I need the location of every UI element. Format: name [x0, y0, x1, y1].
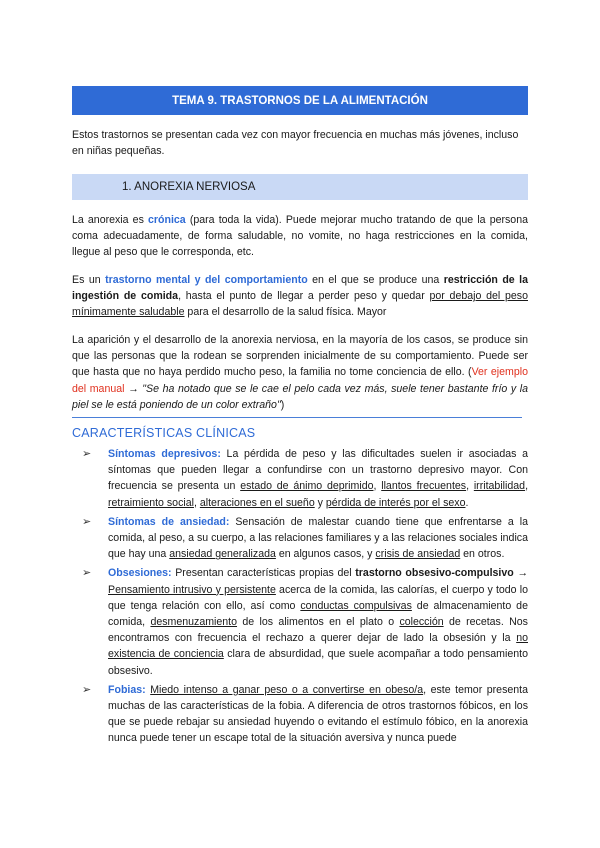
underlined-term: pérdida de interés por el sexo — [325, 496, 466, 509]
underlined-term: por debajo del peso mínimamente saludable — [72, 290, 528, 319]
underlined-term: llantos frecuentes — [381, 480, 467, 493]
bullet-list — [72, 446, 528, 750]
text: → — [513, 567, 528, 580]
text: ) — [280, 398, 285, 411]
text: de almacenamiento de comida, — [108, 599, 528, 629]
underlined-term: alteraciones en el sueño — [199, 496, 315, 509]
arrow-bullet-icon: ➢ — [82, 515, 92, 528]
arrow-bullet-icon: ➢ — [82, 448, 92, 460]
text: clara de absurdidad, que suele acompañar a todo pensamiento obsesivo. — [108, 648, 528, 677]
bullet-label: Síntomas de ansiedad: — [108, 515, 230, 528]
arrow-bullet-icon: ➢ — [82, 683, 92, 696]
arrow-text: → — [124, 382, 143, 395]
underlined-term: Pensamiento intrusivo y persistente — [108, 583, 276, 596]
bullet-label: Síntomas depresivos: — [108, 448, 221, 460]
underlined-term: crisis de ansiedad — [375, 548, 461, 561]
list-item — [72, 514, 528, 563]
manual-reference: Ver ejemplo del manual — [72, 366, 528, 395]
intro-paragraph: Estos trastornos se presentan cada vez con mayor frecuencia en muchas más jóvenes, incluso en niñas pequeñas. — [72, 129, 519, 158]
page-title — [72, 86, 528, 115]
underlined-term: estado de ánimo deprimido — [240, 480, 374, 493]
text: , este temor presenta muchas de las características de la fobia. A diferencia de otros trastornos fóbicos, en los que se puede rebajar su ansiedad huyendo o evitando el estímulo fóbico, en la anorexia nunca puede tener un escape total de la situación aversiva y nunca puede — [108, 683, 528, 745]
underlined-term: colección — [399, 616, 444, 629]
text: La aparición y el desarrollo de la anorexia nerviosa, en la mayoría de los casos, se produce sin que las personas que la rodean se sorprenden inicialmente de su comportamiento. Puede ser que hasta que no haya perdido mucho peso, la familia no tome conciencia de ello. ( — [72, 334, 528, 379]
text: , — [193, 496, 200, 509]
underlined-term: ansiedad generalizada — [169, 548, 276, 561]
quote-text: "Se ha notado que se le cae el pelo cada vez más, suele tener bastante frío y la piel se le está poniendo de un color extraño" — [72, 382, 529, 411]
arrow-bullet-icon: ➢ — [82, 567, 92, 580]
text: , — [525, 480, 529, 493]
text: . — [465, 496, 469, 509]
underlined-term: irritabilidad — [473, 480, 526, 493]
bold-term: restricción de la ingestión de comida — [72, 274, 528, 303]
highlight-term: crónica — [148, 214, 186, 226]
underlined-term: no existencia de conciencia — [108, 632, 528, 661]
text: para el desarrollo de la salud física. Mayor — [184, 306, 387, 319]
text: en otros. — [460, 548, 505, 561]
text: de recetas. Nos encontramos con frecuencia el rechazo a querer dejar de lado la obsesión y la — [108, 616, 528, 645]
underlined-term: desmenuzamiento — [150, 616, 238, 629]
paragraph-definition — [72, 272, 528, 321]
text: (para toda la vida). Puede mejorar mucho tratando de que la persona coma adecuadamente, de forma saludable, no vomite, no haga restricciones en la comida, llegue al peso que le corresponda, etc. — [72, 214, 528, 259]
subheading: CARACTERÍSTICAS CLÍNICAS — [72, 426, 256, 440]
page-title-text: TEMA 9. TRASTORNOS DE LA ALIMENTACIÓN — [172, 94, 428, 107]
text: Es un — [72, 274, 106, 286]
list-item — [72, 446, 528, 511]
paragraph-aparicion — [72, 332, 528, 413]
text: La pérdida de peso y las dificultades suelen ir asociadas a síntomas que pueden llegar a confundirse con un trastorno depresivo mayor. Con frecuencia se presenta un — [108, 448, 528, 493]
divider — [72, 417, 522, 418]
list-item — [72, 682, 528, 747]
paragraph-cronica — [72, 212, 528, 261]
text: , — [373, 480, 382, 493]
underlined-term: retraimiento social — [108, 496, 194, 509]
list-item — [72, 565, 528, 678]
text: Presentan características propias del — [171, 567, 356, 580]
section-heading — [72, 174, 528, 200]
underlined-term: conductas compulsivas — [300, 599, 412, 612]
bullet-label: Fobias: — [108, 683, 146, 696]
text: en el que se produce una — [307, 274, 444, 286]
text: en algunos casos, y — [275, 548, 376, 561]
text: , — [466, 480, 474, 493]
text: , hasta el punto de llegar a perder peso y quedar — [178, 290, 430, 303]
text: de los alimentos en el plato o — [237, 616, 400, 629]
text: acerca de la comida, las calorías, el cuerpo y todo lo que tenga relación con ello, así como — [108, 583, 528, 612]
underlined-term: Miedo intenso a ganar peso o a convertirse en obeso/a — [150, 683, 424, 696]
section-heading-text: 1. ANOREXIA NERVIOSA — [122, 181, 256, 193]
text: La anorexia es — [72, 214, 149, 226]
bold-term: trastorno obsesivo-compulsivo — [355, 567, 514, 580]
highlight-term: trastorno mental y del comportamiento — [105, 274, 308, 286]
text: y — [314, 496, 326, 509]
bullet-label: Obsesiones: — [108, 567, 172, 580]
text: Sensación de malestar cuando tiene que enfrentarse a la comida, al peso, a su cuerpo, a las relaciones familiares y a las relaciones sociales indica que hay una — [108, 515, 528, 561]
